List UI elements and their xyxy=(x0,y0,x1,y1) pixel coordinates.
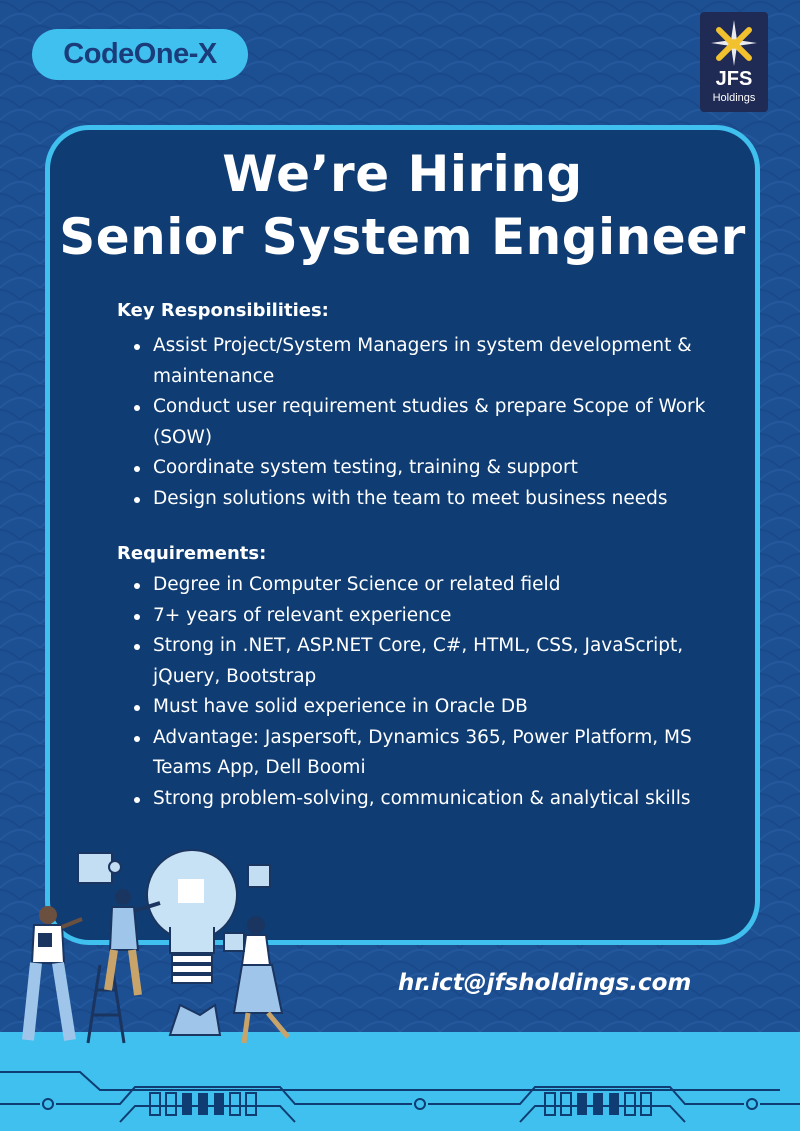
list-item: Strong problem-solving, communication & analytical skills xyxy=(130,784,730,815)
person-figure xyxy=(108,889,160,995)
brand-name xyxy=(63,38,216,71)
list-item: Advantage: Jaspersoft, Dynamics 365, Power Platform, MS Teams App, Dell Boomi xyxy=(130,723,730,784)
requirements-list xyxy=(130,570,730,814)
responsibilities-title: Key Responsibilities: xyxy=(117,300,329,321)
job-card xyxy=(45,125,760,945)
list-item: Degree in Computer Science or related field xyxy=(130,570,730,601)
list-item: Assist Project/System Managers in system development & maintenance xyxy=(130,331,730,392)
brand-logo xyxy=(32,29,248,80)
person-figure xyxy=(28,906,82,1040)
brand-name-part1: CodeOne- xyxy=(63,38,198,70)
company-logo-name: JFS xyxy=(715,68,753,90)
list-item: 7+ years of relevant experience xyxy=(130,601,730,632)
headline-hiring: We’re Hiring xyxy=(222,145,583,203)
puzzle-piece-icon xyxy=(78,853,121,883)
brand-name-x: X xyxy=(197,38,217,70)
requirements-title: Requirements: xyxy=(117,543,267,564)
company-logo-subtitle: Holdings xyxy=(712,92,756,104)
person-figure xyxy=(224,916,288,1043)
job-title: Senior System Engineer xyxy=(59,208,746,266)
puzzle-piece-icon xyxy=(248,865,270,887)
list-item: Design solutions with the team to meet business needs xyxy=(130,484,730,515)
team-illustration xyxy=(20,845,320,1055)
responsibilities-list xyxy=(130,331,730,514)
contact-email[interactable]: hr.ict@jfsholdings.com xyxy=(398,970,692,996)
list-item: Must have solid experience in Oracle DB xyxy=(130,692,730,723)
list-item: Conduct user requirement studies & prepare Scope of Work (SOW) xyxy=(130,392,730,453)
list-item: Strong in .NET, ASP.NET Core, C#, HTML, CSS, JavaScript, jQuery, Bootstrap xyxy=(130,631,730,692)
star-icon xyxy=(709,18,759,68)
company-logo xyxy=(700,12,768,112)
list-item: Coordinate system testing, training & support xyxy=(130,453,730,484)
